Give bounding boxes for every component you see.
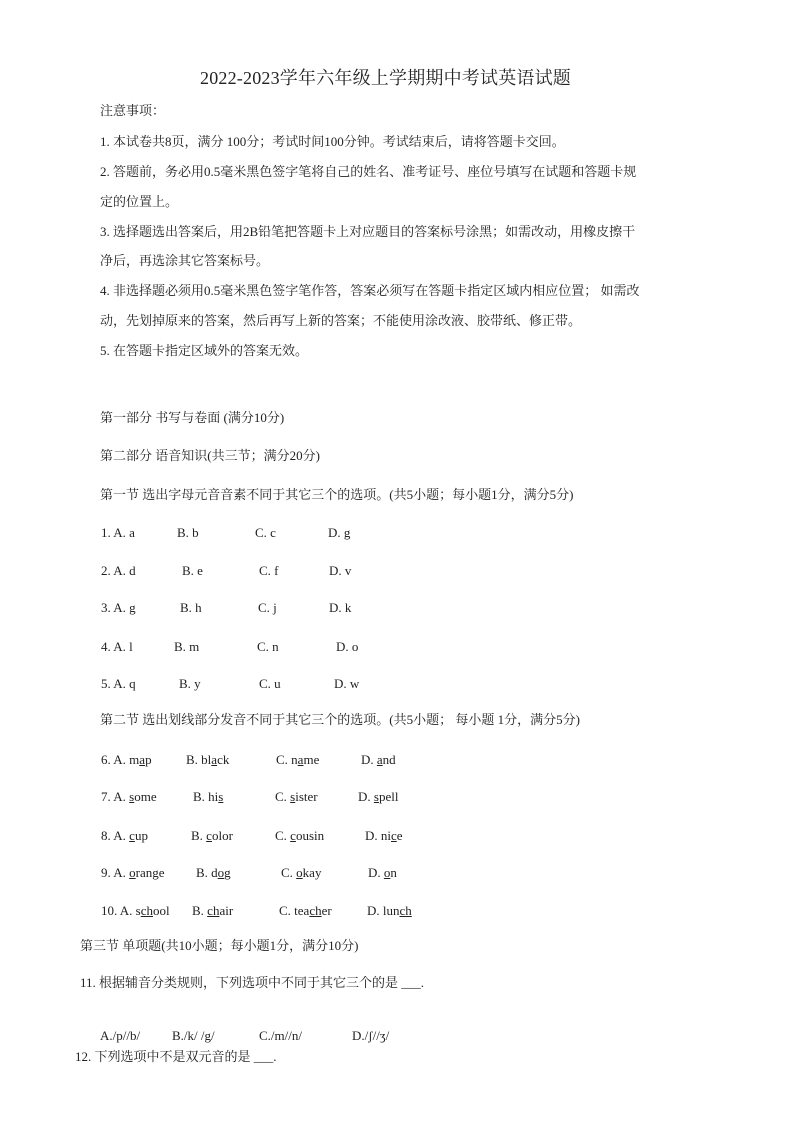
section3-heading: 第三节 单项题(共10小题；每小题1分，满分10分) <box>80 938 359 953</box>
option-text: olor <box>211 828 233 843</box>
option-d: D. o <box>336 639 359 654</box>
option-text: 6. A. m <box>101 752 140 767</box>
option-text: B. <box>192 903 208 918</box>
option-text: kay <box>302 865 322 880</box>
option-text: 9. A. <box>101 865 130 880</box>
option-c: C./m//n/ <box>259 1028 302 1043</box>
option-b: B. m <box>174 639 200 654</box>
option-text: D. <box>361 752 377 767</box>
option-text: B. hi <box>193 789 219 804</box>
underlined-letters: a <box>376 752 383 767</box>
option-d: D. v <box>329 563 352 578</box>
option-b: B./k/ /g/ <box>172 1028 215 1043</box>
underlined-letters: a <box>297 752 304 767</box>
option-text: er <box>321 903 332 918</box>
option-a: 4. A. l <box>101 639 133 654</box>
option-text: ousin <box>295 828 325 843</box>
option-b <box>193 789 223 805</box>
notice-heading: 注意事项： <box>100 103 166 118</box>
option-c <box>275 789 318 805</box>
option-text: n <box>390 865 397 880</box>
option-c <box>279 903 332 919</box>
option-text: C. <box>275 828 291 843</box>
option-b <box>191 828 233 844</box>
option-text: up <box>134 828 148 843</box>
underlined-letters: a <box>139 752 146 767</box>
option-a: 1. A. a <box>101 525 135 540</box>
option-c: C. u <box>259 676 281 691</box>
option-b: B. y <box>179 676 201 691</box>
underlined-letters: ch <box>207 903 220 918</box>
option-d <box>361 752 396 768</box>
option-c <box>281 865 321 881</box>
option-a: 3. A. g <box>101 600 136 615</box>
underlined-letters: c <box>290 828 296 843</box>
option-text: air <box>219 903 234 918</box>
underlined-letters: s <box>290 789 296 804</box>
part1-heading: 第一部分 书写与卷面 (满分10分) <box>100 410 285 425</box>
option-a <box>101 865 165 881</box>
option-text: D. lun <box>367 903 400 918</box>
underlined-letters: o <box>217 865 225 880</box>
option-text: ister <box>295 789 318 804</box>
option-text: e <box>396 828 403 843</box>
option-c: C. c <box>255 525 276 540</box>
option-text: range <box>135 865 165 880</box>
option-b: B. b <box>177 525 199 540</box>
option-text: B. <box>191 828 207 843</box>
option-text: C. tea <box>279 903 310 918</box>
underlined-letters: ch <box>309 903 322 918</box>
option-text: C. <box>281 865 297 880</box>
option-a: 5. A. q <box>101 676 136 691</box>
option-text: D. <box>368 865 384 880</box>
option-text: C. n <box>276 752 298 767</box>
option-text: me <box>303 752 320 767</box>
option-c <box>275 828 324 844</box>
option-d <box>365 828 403 844</box>
underlined-letters: c <box>206 828 212 843</box>
underlined-letters: s <box>129 789 135 804</box>
underlined-letters: ch <box>399 903 412 918</box>
notice-item: 定的位置上。 <box>100 194 179 209</box>
option-text: ck <box>217 752 230 767</box>
option-text: 10. A. s <box>101 903 141 918</box>
underlined-letters: o <box>383 865 391 880</box>
underlined-letters: ch <box>140 903 154 918</box>
option-text: B. d <box>196 865 218 880</box>
notice-item: 2. 答题前，务必用0.5毫米黑色签字笔将自己的姓名、准考证号、座位号填写在试题和答题卡规 <box>100 164 637 179</box>
option-b <box>196 865 231 881</box>
question-11: 11. 根据辅音分类规则，下列选项中不同于其它三个的是 ___. <box>80 975 425 990</box>
underlined-letters: o <box>296 865 303 880</box>
option-b: B. e <box>182 563 203 578</box>
option-a: A./p//b/ <box>100 1028 141 1043</box>
option-c: C. j <box>258 600 277 615</box>
option-text: p <box>145 752 152 767</box>
question-12: 12. 下列选项中不是双元音的是 ___. <box>75 1049 277 1064</box>
notice-item: 5. 在答题卡指定区域外的答案无效。 <box>100 343 309 358</box>
option-a <box>101 828 148 844</box>
option-a: 2. A. d <box>101 563 136 578</box>
option-d: D./ʃ//ʒ/ <box>352 1028 390 1043</box>
option-text: 8. A. <box>101 828 130 843</box>
option-text: pell <box>378 789 399 804</box>
option-d <box>358 789 398 805</box>
option-text: B. bl <box>186 752 212 767</box>
option-text: D. <box>358 789 374 804</box>
option-d <box>367 903 412 919</box>
underlined-letters: o <box>129 865 136 880</box>
notice-item: 净后，再选涂其它答案标号。 <box>100 253 270 268</box>
underlined-letters: a <box>211 752 218 767</box>
option-a <box>101 752 152 768</box>
underlined-letters: s <box>218 789 224 804</box>
option-d: D. g <box>328 525 351 540</box>
option-c: C. f <box>259 563 279 578</box>
option-a <box>101 789 157 805</box>
option-text: D. ni <box>365 828 391 843</box>
part2-heading: 第二部分 语音知识(共三节；满分20分) <box>100 448 320 463</box>
option-b <box>192 903 233 919</box>
page-title: 2022-2023学年六年级上学期期中考试英语试题 <box>200 68 571 88</box>
notice-item: 4. 非选择题必须用0.5毫米黑色签字笔作答，答案必须写在答题卡指定区域内相应位置； 如需改 <box>100 283 640 298</box>
option-c: C. n <box>257 639 279 654</box>
notice-item: 1. 本试卷共8页，满分 100分；考试时间100分钟。考试结束后，请将答题卡交回。 <box>100 134 565 149</box>
underlined-letters: s <box>373 789 379 804</box>
option-b: B. h <box>180 600 202 615</box>
option-text: C. <box>275 789 291 804</box>
option-text: 7. A. <box>101 789 130 804</box>
option-c <box>276 752 319 768</box>
notice-item: 3. 选择题选出答案后，用2B铅笔把答题卡上对应题目的答案标号涂黑；如需改动，用橡皮擦干 <box>100 224 636 239</box>
option-text: ool <box>153 903 170 918</box>
option-d: D. k <box>329 600 352 615</box>
underlined-letters: c <box>129 828 135 843</box>
option-a <box>101 903 170 919</box>
option-d: D. w <box>334 676 360 691</box>
option-d <box>368 865 397 881</box>
option-text: g <box>224 865 231 880</box>
option-text: nd <box>382 752 396 767</box>
section2-heading: 第二节 选出划线部分发音不同于其它三个的选项。(共5小题； 每小题 1分，满分5分) <box>100 712 580 727</box>
notice-item: 动，先划掉原来的答案，然后再写上新的答案；不能使用涂改液、胶带纸、修正带。 <box>100 313 582 328</box>
option-text: ome <box>134 789 157 804</box>
section1-heading: 第一节 选出字母元音音素不同于其它三个的选项。(共5小题；每小题1分，满分5分) <box>100 487 574 502</box>
underlined-letters: c <box>391 828 397 843</box>
option-b <box>186 752 229 768</box>
